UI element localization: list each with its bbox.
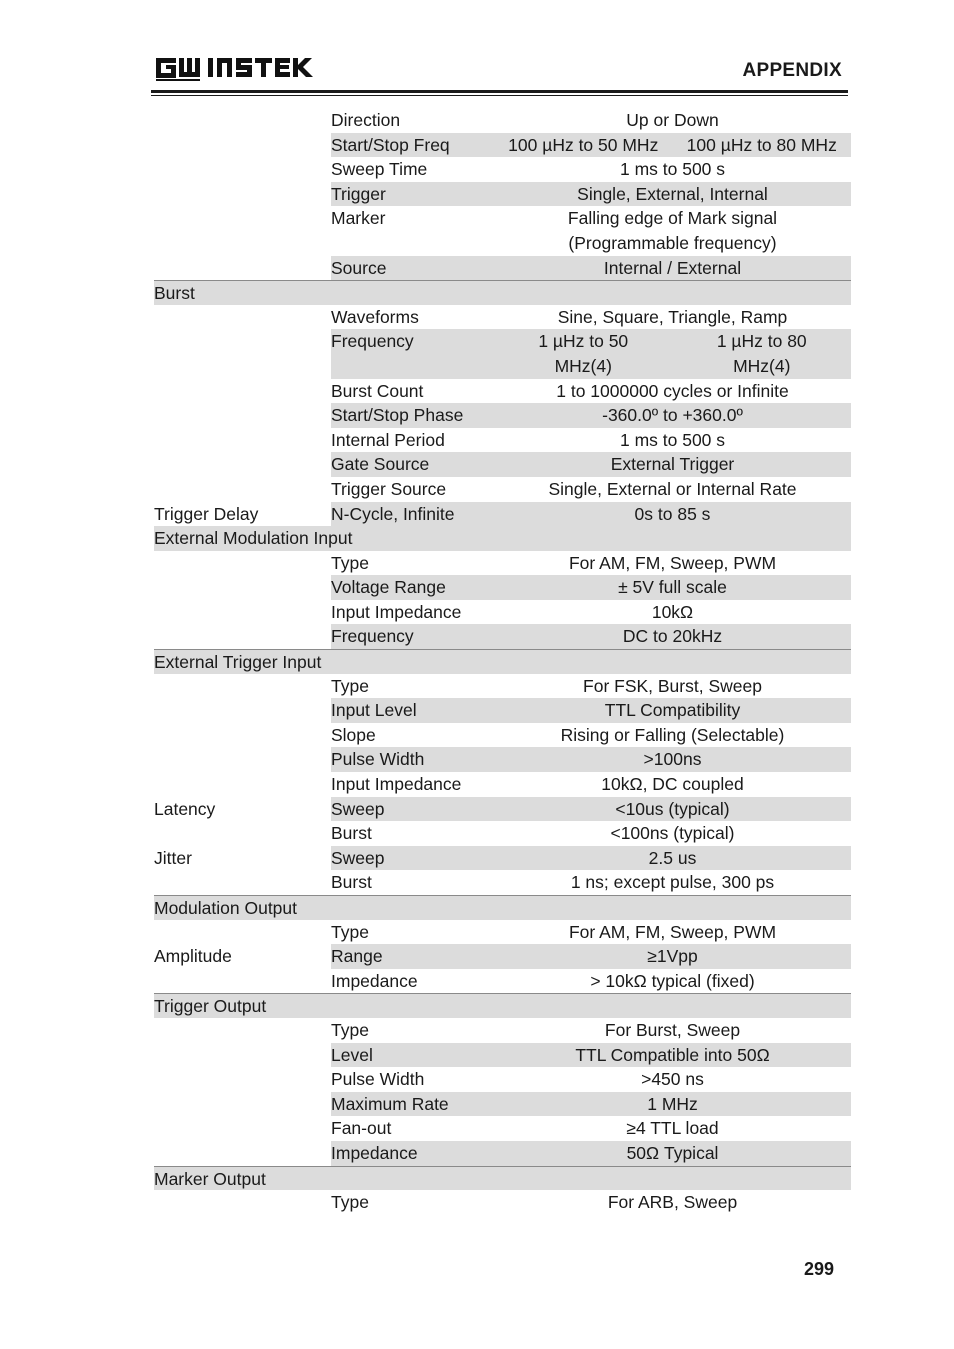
table-row <box>154 944 851 969</box>
table-row <box>154 108 851 133</box>
row-value: Sine, Square, Triangle, Ramp <box>557 306 788 327</box>
row-label: Maximum Rate <box>331 1093 449 1114</box>
row-value: -360.0º to +360.0º <box>602 405 743 426</box>
row-label: Fan-out <box>331 1118 392 1139</box>
row-label: Sweep Time <box>331 159 428 180</box>
row-label: Type <box>331 675 369 696</box>
table-row <box>154 821 851 846</box>
category-label: Latency <box>154 798 216 819</box>
row-label: Burst Count <box>331 380 424 401</box>
row-value-b <box>673 329 852 378</box>
table-row <box>154 747 851 772</box>
row-label: Trigger <box>331 183 386 204</box>
category-label: Burst <box>154 283 195 304</box>
table-row <box>154 502 851 527</box>
row-label: Input Impedance <box>331 601 462 622</box>
row-value: > 10kΩ typical (fixed) <box>590 970 755 991</box>
row-label: Start/Stop Freq <box>331 134 450 155</box>
header-rule <box>151 90 848 93</box>
row-value: <10us (typical) <box>615 798 730 819</box>
category-row <box>154 993 851 1018</box>
row-value: For Burst, Sweep <box>604 1019 741 1040</box>
category-label: Marker Output <box>154 1168 266 1189</box>
table-row <box>154 1092 851 1117</box>
table-row <box>154 256 851 281</box>
row-value: >450 ns <box>641 1069 704 1090</box>
row-label: Range <box>331 946 383 967</box>
table-row <box>154 723 851 748</box>
row-value <box>494 133 851 158</box>
category-label: Amplitude <box>154 946 232 967</box>
category-row <box>154 526 851 551</box>
row-value: 2.5 us <box>648 847 697 868</box>
row-label: Input Level <box>331 700 417 721</box>
row-label: Type <box>331 552 369 573</box>
table-row <box>154 920 851 945</box>
table-row <box>154 1190 851 1215</box>
table-row <box>154 133 851 158</box>
row-label: Gate Source <box>331 454 430 475</box>
row-value-a1: 1 µHz to 50 <box>538 331 629 352</box>
row-value: Internal / External <box>603 257 742 278</box>
row-value: ≥4 TTL load <box>626 1118 719 1139</box>
row-value: Single, External, Internal <box>577 183 768 204</box>
category-row <box>154 895 851 920</box>
table-row <box>154 182 851 207</box>
row-value: TTL Compatibility <box>604 700 741 721</box>
row-label: Trigger Source <box>331 478 447 499</box>
row-label: Waveforms <box>331 306 419 327</box>
row-value: Up or Down <box>626 110 719 130</box>
table-row <box>154 674 851 699</box>
row-value: For ARB, Sweep <box>607 1192 738 1213</box>
row-value: >100ns <box>643 749 702 770</box>
row-label: Source <box>331 257 387 278</box>
row-value: 10kΩ, DC coupled <box>601 774 744 795</box>
table-row <box>154 1018 851 1043</box>
row-value: ≥1Vpp <box>647 946 698 967</box>
row-label: Sweep <box>331 798 385 819</box>
table-row <box>154 157 851 182</box>
table-row <box>154 477 851 502</box>
row-label: Pulse Width <box>331 1069 425 1090</box>
row-value: 0s to 85 s <box>634 503 711 524</box>
row-value-a <box>494 329 673 378</box>
table-row <box>154 1141 851 1166</box>
row-value: TTL Compatible into 50Ω <box>575 1044 770 1065</box>
header-rule-thin <box>151 95 848 96</box>
table-row <box>154 772 851 797</box>
row-value: For AM, FM, Sweep, PWM <box>568 552 777 573</box>
row-label: Input Impedance <box>331 774 462 795</box>
row-label: Direction <box>331 110 401 130</box>
table-row <box>154 305 851 330</box>
row-label: Start/Stop Phase <box>331 405 464 426</box>
row-label: Frequency <box>331 331 414 352</box>
row-value <box>494 206 851 255</box>
row-label: Burst <box>331 823 372 844</box>
row-value: 1 ms to 500 s <box>619 429 726 450</box>
table-row <box>154 329 851 378</box>
row-value: 1 ns; except pulse, 300 ps <box>570 872 775 893</box>
category-label: Trigger Output <box>154 996 267 1017</box>
gw-instek-logo <box>154 54 324 82</box>
table-row <box>154 452 851 477</box>
table-row <box>154 575 851 600</box>
table-row <box>154 1067 851 1092</box>
row-label: Frequency <box>331 626 414 647</box>
category-label: External Modulation Input <box>154 528 353 549</box>
category-label: Modulation Output <box>154 898 298 918</box>
row-label: Impedance <box>331 1142 418 1163</box>
category-label: Jitter <box>154 847 192 868</box>
row-value-line1: Falling edge of Mark signal <box>567 208 778 229</box>
row-value: For AM, FM, Sweep, PWM <box>568 921 777 942</box>
row-label: Marker <box>331 208 386 229</box>
row-label: Sweep <box>331 847 385 868</box>
category-row <box>154 280 851 305</box>
row-value: Single, External or Internal Rate <box>548 478 797 499</box>
row-value-a2: MHz(4) <box>554 355 612 376</box>
table-row <box>154 797 851 822</box>
spec-table <box>154 108 851 1215</box>
row-label: Burst <box>331 872 372 893</box>
row-value <box>494 329 851 378</box>
table-row <box>154 969 851 994</box>
row-value: 50Ω Typical <box>626 1142 719 1163</box>
page-number: 299 <box>803 1259 834 1279</box>
row-value: For FSK, Burst, Sweep <box>583 675 762 696</box>
table-row <box>154 1116 851 1141</box>
table-row <box>154 551 851 576</box>
row-value: 1 MHz <box>647 1093 698 1114</box>
table-row <box>154 624 851 649</box>
row-label: Type <box>331 1192 369 1213</box>
table-row <box>154 600 851 625</box>
category-row <box>154 649 851 674</box>
row-label: Voltage Range <box>331 577 446 598</box>
row-label: Type <box>331 1019 369 1040</box>
row-value: 10kΩ <box>651 601 694 622</box>
row-value-b1: 1 µHz to 80 <box>716 331 807 352</box>
table-row <box>154 403 851 428</box>
row-label: Internal Period <box>331 429 445 450</box>
category-label: External Trigger Input <box>154 652 322 673</box>
row-value: 1 ms to 500 s <box>619 159 726 180</box>
row-value: Rising or Falling (Selectable) <box>560 724 785 745</box>
row-value: External Trigger <box>610 454 735 475</box>
row-value-b2: MHz(4) <box>733 355 791 376</box>
table-row <box>154 698 851 723</box>
table-row <box>154 1043 851 1068</box>
row-label: Pulse Width <box>331 749 425 770</box>
row-value-b: 100 µHz to 80 MHz <box>686 134 837 155</box>
row-label: N-Cycle, Infinite <box>331 503 455 524</box>
row-value-a: 100 µHz to 50 MHz <box>508 134 659 155</box>
category-label: Trigger Delay <box>154 503 259 524</box>
table-row <box>154 206 851 255</box>
row-value: 1 to 1000000 cycles or Infinite <box>556 380 789 401</box>
row-label: Type <box>331 921 369 942</box>
table-row <box>154 846 851 871</box>
section-title: APPENDIX <box>742 60 842 81</box>
row-value: ± 5V full scale <box>618 577 727 598</box>
table-row <box>154 379 851 404</box>
row-label: Impedance <box>331 970 418 991</box>
category-row <box>154 1166 851 1191</box>
table-row <box>154 870 851 895</box>
table-row <box>154 428 851 453</box>
row-label: Level <box>331 1044 373 1065</box>
row-value-line2: (Programmable frequency) <box>568 232 777 253</box>
row-label: Slope <box>331 724 376 745</box>
row-value: DC to 20kHz <box>622 626 723 647</box>
row-value: <100ns (typical) <box>610 823 735 844</box>
